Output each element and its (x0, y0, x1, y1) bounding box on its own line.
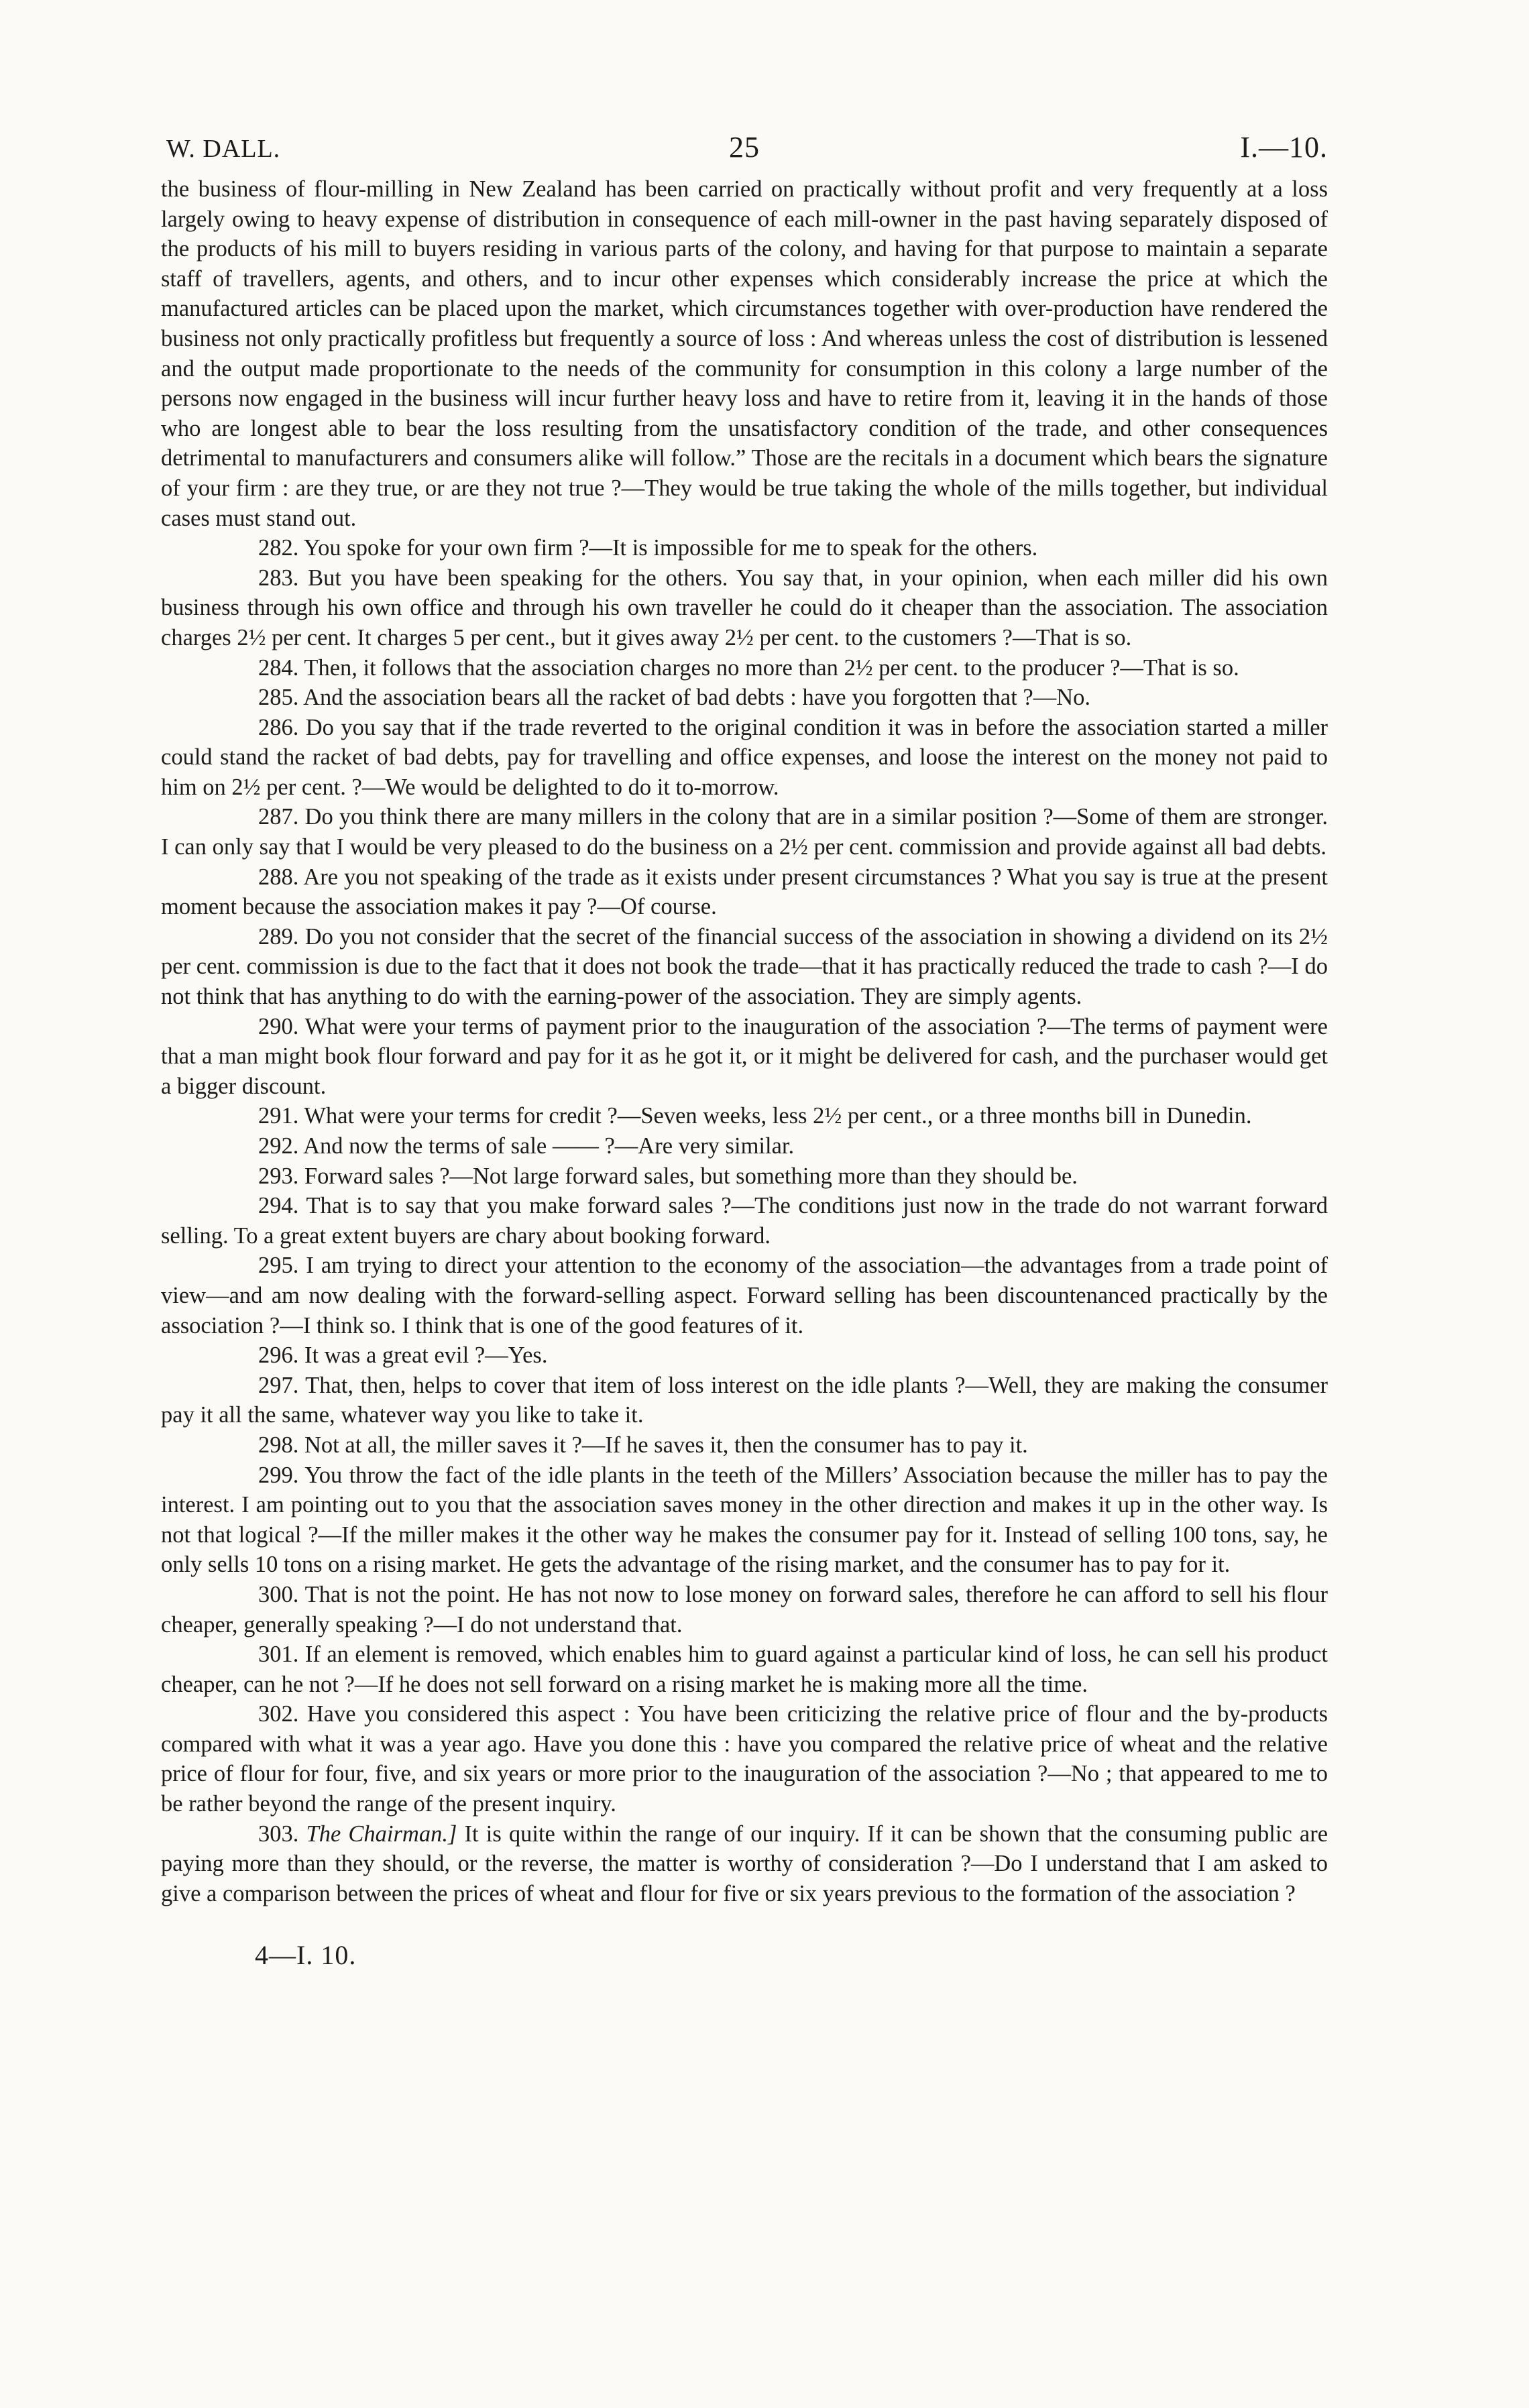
question-answer-paragraph: 285. And the association bears all the racket of bad debts : have you forgotten that ?—No. (258, 685, 1091, 711)
question-answer-paragraph: 282. You spoke for your own firm ?—It is impossible for me to speak for the others. (258, 535, 1038, 561)
chairman-question (161, 1819, 1328, 1909)
question-answer-paragraph: 291. What were your terms for credit ?—Seven weeks, less 2½ per cent., or a three months bill in Dunedin. (258, 1103, 1252, 1129)
question-answer-paragraph: 296. It was a great evil ?—Yes. (258, 1342, 548, 1369)
question-number: 303. (258, 1821, 299, 1847)
question-answer-paragraph: 290. What were your terms of payment prior to the inauguration of the association ?—The terms of payment were that a man might book flour forward and pay for it as he got it, or it might be delivered for cash, and the purchaser would get a bigger discount. (161, 1013, 1328, 1099)
signature-mark: 4—I. 10. (255, 1940, 357, 1971)
question-answer-paragraph: 300. That is not the point. He has not now to lose money on forward sales, therefore he can afford to sell his flour cheaper, generally speaking ?—I do not understand that. (161, 1581, 1328, 1638)
question-answer-paragraph: 288. Are you not speaking of the trade as it exists under present circumstances ? What you say is true at the present moment because the association makes it pay ?—Of course. (161, 864, 1328, 920)
page-number: 25 (729, 131, 760, 164)
question-answer-paragraph: 299. You throw the fact of the idle plants in the teeth of the Millers’ Association because the miller has to pay the interest. I am pointing out to you that the association saves money in the other direction and makes it up in the other way. Is not that logical ?—If the miller makes it the other way he makes the consumer pay for it. Instead of selling 100 tons, say, he only sells 10 tons on a rising market. He gets the advantage of the rising market, and the consumer has to pay for it. (161, 1462, 1328, 1578)
question-answer-paragraph: 295. I am trying to direct your attention to the economy of the association—the advantages from a trade point of view—and am now dealing with the forward-selling aspect. Forward selling has been discountenanced practically by the association ?—I think so. I think that is one of the good features of it. (161, 1253, 1328, 1338)
question-text: It is quite within the range of our inquiry. If it can be shown that the consuming public are paying more than they should, or the reverse, the matter is worthy of consideration ?—Do I understand that I am asked to give a comparison between the prices of wheat and flour for five or six years previous to the formation of the association ? (161, 1821, 1328, 1906)
question-answer-paragraph: 294. That is to say that you make forward sales ?—The conditions just now in the trade do not warrant forward selling. To a great extent buyers are chary about booking forward. (161, 1193, 1328, 1249)
paper-reference: I.—10. (1240, 131, 1328, 164)
question-answer-paragraph: 301. If an element is removed, which enables him to guard against a particular kind of loss, he can sell his product cheaper, can he not ?—If he does not sell forward on a rising market he is making more all the time. (161, 1642, 1328, 1697)
question-answer-paragraph: 286. Do you say that if the trade reverted to the original condition it was in before the association started a miller could stand the racket of bad debts, pay for travelling and office expenses, and loose the interest on the money not paid to him on 2½ per cent. ?—We would be delighted to do it to-morrow. (161, 714, 1328, 800)
page-header (161, 121, 1328, 174)
question-answer-paragraph: 289. Do you not consider that the secret of the financial success of the association in showing a dividend on its 2½ per cent. commission is due to the fact that it does not book the trade—that it has practically reduced the trade to cash ?—I do not think that has anything to do with the earning-power of the association. They are simply agents. (161, 923, 1328, 1010)
question-answer-paragraph: 283. But you have been speaking for the others. You say that, in your opinion, when each miller did his own business through his own office and through his own traveller he could do it cheaper than the association. The association charges 2½ per cent. It charges 5 per cent., but it gives away 2½ per cent. to the customers ?—That is so. (161, 565, 1328, 650)
question-answer-paragraph: 298. Not at all, the miller saves it ?—If he saves it, then the consumer has to pay it. (258, 1432, 1028, 1458)
question-answer-list (161, 533, 1328, 1819)
opening-paragraph: the business of flour-milling in New Zealand has been carried on practically without profit and very frequently at a loss largely owing to heavy expense of distribution in consequence of each mill-owner in the past having separately disposed of the products of his mill to buyers residing in various parts of the colony, and having for that purpose to maintain a separate staff of travellers, agents, and others, and to incur other expenses which considerably increase the price at which the manufactured articles can be placed upon the market, which circumstances together with over-production have rendered the business not only practically profitless but frequently a source of loss : And whereas unless the cost of distribution is lessened and the output made proportionate to the needs of the community for consumption in this colony a large number of the persons now engaged in the business will incur further heavy loss and have to retire from it, leaving it in the hands of those who are longest able to bear the loss resulting from the unsatisfactory condition of the trade, and other consequences detrimental to manufacturers and consumers alike will follow.” Those are the recitals in a document which bears the signature of your firm : are they true, or are they not true ?—They would be true taking the whole of the mills together, but individual cases must stand out. (161, 176, 1328, 531)
header-witness-name: W. DALL. (166, 135, 281, 163)
question-answer-paragraph: 287. Do you think there are many millers in the colony that are in a similar position ?—Some of them are stronger. I can only say that I would be very pleased to do the business on a 2½ per cent. commission and provide against all bad debts. (161, 804, 1328, 860)
body-text (161, 174, 1328, 1908)
question-answer-paragraph: 293. Forward sales ?—Not large forward sales, but something more than they should be. (258, 1163, 1078, 1189)
document-page (161, 121, 1328, 1971)
speaker-name: The Chairman.] (306, 1821, 457, 1847)
question-answer-paragraph: 292. And now the terms of sale —— ?—Are very similar. (258, 1133, 795, 1159)
question-answer-paragraph: 302. Have you considered this aspect : You have been criticizing the relative price of flour and the by-products compared with what it was a year ago. Have you done this : have you compared the relative price of wheat and the relative price of flour for four, five, and six years or more prior to the inauguration of the association ?—No ; that appeared to me to be rather beyond the range of the present inquiry. (161, 1701, 1328, 1817)
question-answer-paragraph: 297. That, then, helps to cover that item of loss interest on the idle plants ?—Well, they are making the consumer pay it all the same, whatever way you like to take it. (161, 1372, 1328, 1428)
question-answer-paragraph: 284. Then, it follows that the association charges no more than 2½ per cent. to the producer ?—That is so. (258, 654, 1239, 681)
